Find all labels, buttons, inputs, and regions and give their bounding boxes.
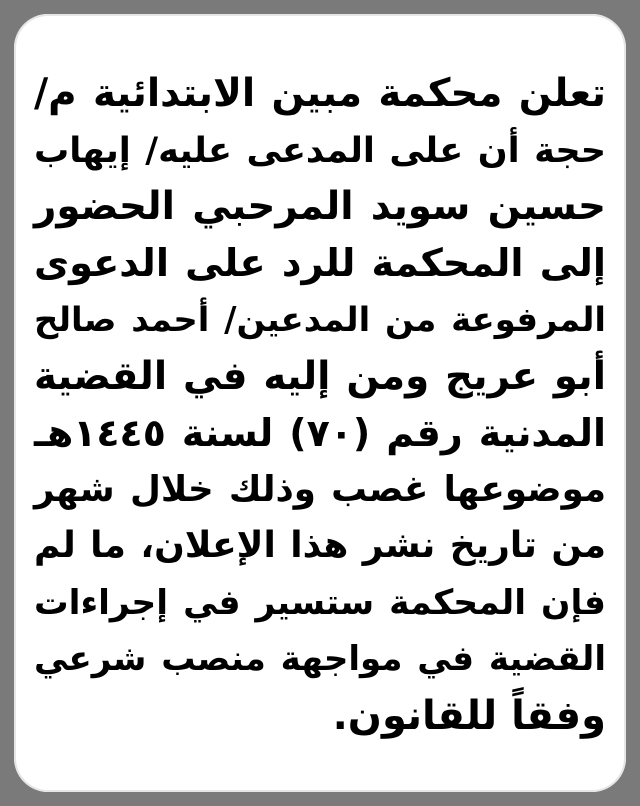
court-notice-text [34, 66, 606, 744]
notice-line: المرفوعة من المدعين/ أحمد صالح [34, 300, 606, 339]
notice-line: أبو عريج ومن إليه في القضية [34, 353, 606, 399]
notice-line: القضية في مواجهة منصب شرعي [34, 639, 606, 679]
notice-line: حجة أن على المدعى عليه/ إيهاب [34, 129, 606, 171]
notice-line: حسين سويد المرحبي الحضور [34, 184, 606, 229]
notice-line: من تاريخ نشر هذا الإعلان، ما لم [34, 525, 606, 566]
notice-line: إلى المحكمة للرد على الدعوى [34, 240, 606, 286]
notice-line: موضوعها غصب وذلك خلال شهر [34, 468, 606, 510]
notice-line: تعلن محكمة مبين الابتدائية م/ [34, 71, 606, 116]
notice-line-final: وفقاً للقانون. [332, 692, 606, 739]
notice-line: فإن المحكمة ستسير في إجراءات [34, 582, 606, 623]
notice-line: المدنية رقم (٧٠) لسنة ١٤٤٥هـ [34, 411, 606, 455]
